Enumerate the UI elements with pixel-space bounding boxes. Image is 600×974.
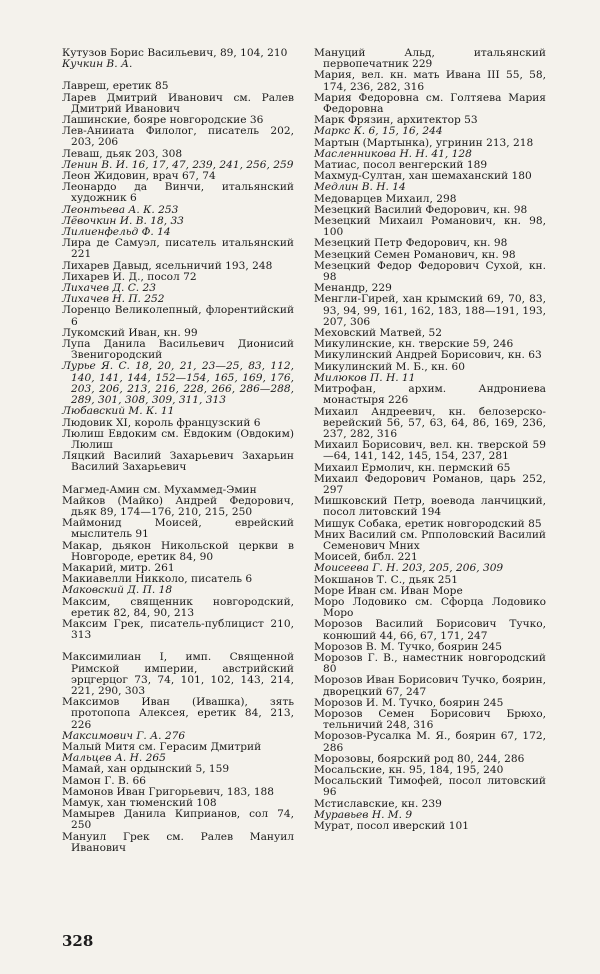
index-entry: Мануил Грек см. Ралев Мануил Иванович	[62, 830, 294, 854]
index-entry: Михаил Федорович Романов, царь 252, 297	[314, 472, 546, 496]
index-entry: Марк Фрязин, архитектор 53	[314, 114, 478, 127]
index-entry: Маркс К. 6, 15, 16, 244	[314, 125, 443, 138]
index-entry: Моисеева Г. Н. 203, 205, 206, 309	[314, 562, 504, 575]
index-entry: Микулинские, кн. тверские 59, 246	[314, 338, 514, 351]
index-entry: Леон Жидовин, врач 67, 74	[62, 170, 216, 183]
index-entry: Мамон Г. В. 66	[62, 774, 146, 787]
index-entry: Макарий, митр. 261	[62, 561, 175, 574]
index-entry: Леонтьева А. К. 253	[62, 203, 179, 216]
index-entry: Ленин В. И. 16, 17, 47, 239, 241, 256, 259	[62, 158, 294, 171]
index-entry: Кутузов Борис Васильевич, 89, 104, 210	[62, 47, 288, 59]
index-entry: Мишковский Петр, воевода ланчицкий, посол литовский 194	[314, 495, 546, 519]
index-entry: Мосальский Тимофей, посол литовский 96	[314, 775, 546, 799]
index-entry: Морозов Семен Борисович Брюхо, тельничий 248, 316	[314, 707, 546, 732]
index-entry: Моро Лодовико см. Сфорца Лодовико Моро	[314, 595, 546, 620]
index-letter-gap	[62, 474, 294, 485]
index-entry: Макиавелли Никколо, писатель 6	[62, 573, 253, 586]
index-entry: Ларев Дмитрий Иванович см. Ралев Дмитрий Иванович	[62, 91, 294, 115]
index-entry: Лира де Самуэл, писатель итальянский 221	[62, 237, 294, 261]
index-entry: Менандр, 229	[314, 282, 392, 295]
index-entry: Микулинский Андрей Борисович, кн. 63	[314, 349, 542, 362]
index-entry: Мокшанов Т. С., дьяк 251	[314, 573, 458, 586]
index-entry: Мамук, хан тюменский 108	[62, 797, 217, 809]
index-entry: Лоренцо Великолепный, флорентийский 6	[62, 304, 294, 328]
index-entry: Мезецкий Василий Федорович, кн. 98	[314, 203, 528, 216]
index-entry: Людовик XI, король французский 6	[62, 416, 261, 429]
index-entry: Ляцкий Василий Захарьевич Захарьин Василий Захарьевич	[62, 450, 294, 474]
index-entry: Мосальские, кн. 95, 184, 195, 240	[314, 764, 504, 776]
index-entry: Майков (Майко) Андрей Федорович, дьяк 89, 174—176, 210, 215, 250	[62, 494, 294, 518]
index-entry: Мамай, хан ордынский 5, 159	[62, 763, 230, 776]
index-entry: Митрофан, архим. Андрониева монастыря 226	[314, 383, 546, 407]
index-entry: Морозов Василий Борисович Тучко, конюший 44, 66, 67, 171, 247	[314, 618, 546, 642]
index-entry: Муравьев Н. М. 9	[314, 808, 413, 821]
index-entry: Лёвочкин И. В. 18, 33	[62, 214, 184, 227]
index-entry: Микулинский М. Б., кн. 60	[314, 360, 466, 373]
index-entry: Мишук Собака, еретик новгородский 85	[314, 517, 542, 530]
index-entry: Маковский Д. П. 18	[62, 584, 173, 597]
index-entry: Морозов И. М. Тучко, боярин 245	[314, 696, 504, 709]
index-entry: Любавский М. К. 11	[62, 405, 175, 418]
index-entry: Махмуд-Султан, хан шемаханский 180	[314, 170, 532, 183]
index-entry: Мартын (Мартынка), угринин 213, 218	[314, 136, 534, 149]
page-number: 328	[62, 932, 94, 950]
index-entry: Менгли-Гирей, хан крымский 69, 70, 83, 93, 94, 99, 161, 162, 183, 188—191, 193, 207, 306	[314, 293, 546, 328]
index-entry: Меховский Матвей, 52	[314, 327, 443, 340]
index-entry: Морозов-Русалка М. Я., боярин 67, 172, 286	[314, 730, 546, 754]
index-entry: Морозовы, боярский род 80, 244, 286	[314, 752, 525, 765]
index-entry: Морозов В. М. Тучко, боярин 245	[314, 640, 502, 653]
index-entry: Мария, вел. кн. мать Ивана III 55, 58, 174, 236, 282, 316	[314, 69, 546, 93]
index-entry: Море Иван см. Иван Море	[314, 584, 463, 597]
index-entry: Милюков П. Н. 11	[314, 371, 416, 384]
index-entry: Максим, священник новгородский, еретик 82, 84, 90, 213	[62, 595, 294, 619]
index-entry: Максим Грек, писатель-публицист 210, 313	[62, 617, 294, 642]
index-entry: Люлиш Евдоким см. Евдоким (Овдоким) Люлиш	[62, 427, 294, 451]
index-entry: Михаил Ермолич, кн. пермский 65	[314, 461, 511, 474]
index-entry: Лев-Анииата Филолог, писатель 202, 203, 206	[62, 125, 294, 149]
index-entry: Михаил Борисович, вел. кн. тверской 59—64, 141, 142, 145, 154, 237, 281	[314, 439, 546, 463]
index-entry: Кучкин В. А.	[62, 58, 133, 71]
index-entry: Лукомский Иван, кн. 99	[62, 326, 198, 339]
index-entry: Мануций Альд, итальянский первопечатник 229	[314, 47, 546, 71]
index-entry: Леваш, дьяк 203, 308	[62, 147, 183, 160]
index-entry: Маймонид Моисей, еврейский мыслитель 91	[62, 517, 294, 541]
index-entry: Матиас, посол венгерский 189	[314, 159, 488, 172]
index-column-right	[314, 48, 546, 832]
index-entry: Мамонов Иван Григорьевич, 183, 188	[62, 785, 275, 798]
index-entry: Магмед-Амин см. Мухаммед-Эмин	[62, 483, 257, 496]
index-entry: Мезецкий Семен Романович, кн. 98	[314, 248, 516, 261]
index-entry: Мария Федоровна см. Голтяева Мария Федоровна	[314, 91, 546, 116]
index-entry: Мамырев Данила Киприанов, сол 74, 250	[62, 808, 294, 832]
index-entry: Максимович Г. А. 276	[62, 729, 186, 742]
index-column-left	[62, 48, 294, 854]
index-entry: Морозов Г. В., наместник новгородский 80	[314, 651, 546, 676]
index-entry: Лихачев Д. С. 23	[62, 282, 157, 295]
index-entry: Медоварцев Михаил, 298	[314, 192, 457, 205]
index-entry: Лавреш, еретик 85	[62, 80, 169, 93]
index-entry: Масленникова Н. Н. 41, 128	[314, 147, 472, 160]
index-entry: Медлин В. Н. 14	[314, 181, 406, 194]
index-entry: Максимилиан I, имп. Священной Римской империи, австрийский эрцгерцог 73, 74, 101, 102, 143, 214, 221, 290, 303	[62, 651, 294, 697]
index-entry: Мезецкий Федор Федорович Сухой, кн. 98	[314, 259, 546, 284]
index-entry: Максимов Иван (Ивашка), зять протопопа Алексея, еретик 84, 213, 226	[62, 696, 294, 731]
index-entry: Малый Митя см. Герасим Дмитрий	[62, 740, 262, 753]
index-entry: Лашинские, бояре новгородские 36	[62, 114, 264, 127]
index-entry: Мальцев А. Н. 265	[62, 752, 166, 765]
index-entry: Морозов Иван Борисович Тучко, боярин, дворецкий 67, 247	[314, 674, 546, 698]
index-entry: Михаил Андреевич, кн. белозерско-верейский 56, 57, 63, 64, 86, 169, 236, 237, 282, 316	[314, 405, 546, 440]
index-entry: Мурат, посол иверский 101	[314, 820, 469, 833]
index-entry: Леонардо да Винчи, итальянский художник 6	[62, 181, 294, 205]
index-entry: Моисей, библ. 221	[314, 551, 418, 564]
index-entry: Мстиславские, кн. 239	[314, 797, 442, 810]
index-entry: Лупа Данила Васильевич Дионисий Звенигородский	[62, 338, 294, 362]
index-entry: Лихачев Н. П. 252	[62, 293, 165, 306]
index-entry: Мезецкий Михаил Романович, кн. 98, 100	[314, 215, 546, 239]
index-entry: Мних Василий см. Рпполовский Василий Семенович Мних	[314, 528, 546, 552]
index-entry: Мезецкий Петр Федорович, кн. 98	[314, 237, 508, 250]
index-entry: Лихарев И. Д., посол 72	[62, 270, 197, 283]
index-entry: Макар, дьякон Никольской церкви в Новгороде, еретик 84, 90	[62, 539, 294, 563]
index-entry: Лихарев Давыд, ясельничий 193, 248	[62, 259, 273, 272]
index-entry: Лилиенфельд Ф. 14	[62, 226, 171, 239]
index-entry: Лурье Я. С. 18, 20, 21, 23—25, 83, 112, 140, 141, 144, 152—154, 165, 169, 176, 203, 206, 213, 216, 228, 266, 286—288, 289, 301, 308, 309, 311, 313	[62, 360, 294, 407]
